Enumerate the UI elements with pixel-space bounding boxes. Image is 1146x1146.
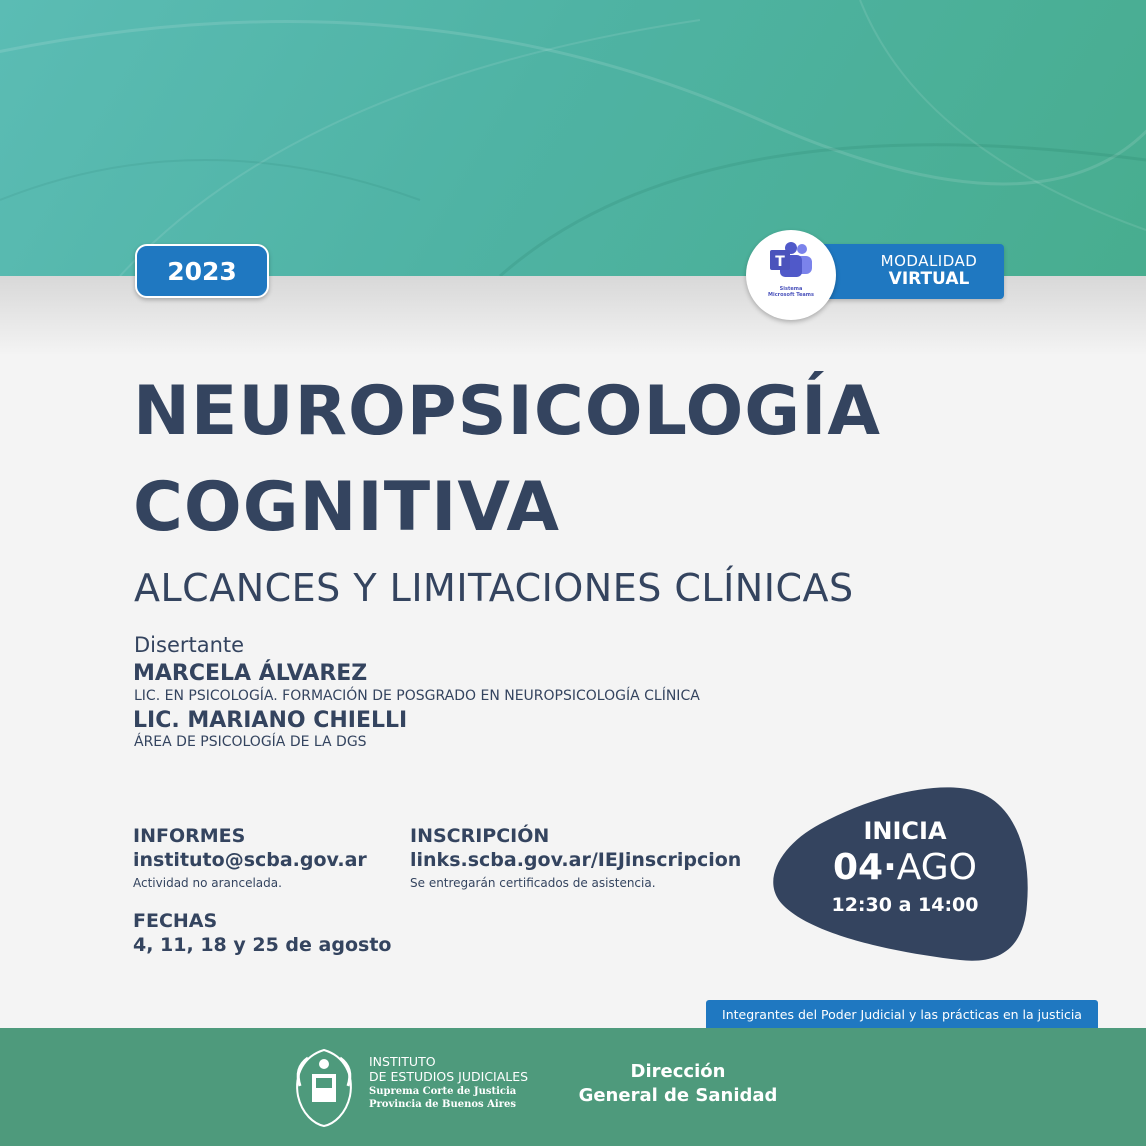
institute-line-3: Suprema Corte de Justicia (369, 1086, 517, 1097)
dates-value: 4, 11, 18 y 25 de agosto (133, 934, 392, 956)
svg-text:T: T (775, 254, 785, 270)
modality-label: MODALIDAD (880, 252, 978, 270)
speaker-role-1: LIC. EN PSICOLOGÍA. FORMACIÓN DE POSGRADO EN NEUROPSICOLOGÍA CLÍNICA (134, 688, 700, 704)
institute-seal-icon (290, 1046, 358, 1128)
institute-line-4: Provincia de Buenos Aires (369, 1099, 516, 1110)
subtitle: ALCANCES Y LIMITACIONES CLÍNICAS (134, 566, 854, 610)
registration-heading: INSCRIPCIÓN (410, 825, 550, 847)
speaker-role-2: ÁREA DE PSICOLOGÍA DE LA DGS (134, 734, 367, 750)
info-heading: INFORMES (133, 825, 246, 847)
speakers-heading: Disertante (134, 633, 245, 657)
header-band (0, 0, 1146, 276)
speaker-name-1: MARCELA ÁLVAREZ (133, 661, 368, 686)
title-line-1: NEUROPSICOLOGÍA (133, 372, 882, 451)
teams-caption-1: Sistema (779, 286, 803, 292)
teams-caption-2: Microsoft Teams (768, 292, 814, 298)
start-day: 04 (832, 847, 884, 888)
start-label: INICIA (863, 817, 947, 845)
audience-ribbon: Integrantes del Poder Judicial y las prácticas en la justicia (706, 1000, 1098, 1028)
title-line-2: COGNITIVA (133, 468, 561, 547)
info-note: Actividad no arancelada. (133, 876, 282, 890)
info-email[interactable]: instituto@scba.gov.ar (133, 849, 367, 871)
institute-line-2: DE ESTUDIOS JUDICIALES (369, 1069, 529, 1084)
institute-line-1: INSTITUTO (369, 1054, 436, 1069)
start-separator: · (883, 847, 897, 888)
start-month: AGO (896, 847, 978, 888)
decorative-curves (0, 0, 1146, 276)
year-badge: 2023 (135, 244, 269, 298)
registration-link[interactable]: links.scba.gov.ar/IEJinscripcion (410, 849, 742, 871)
start-date (812, 847, 998, 888)
registration-note: Se entregarán certificados de asistencia. (410, 876, 656, 890)
teams-logo (746, 230, 836, 320)
dates-heading: FECHAS (133, 910, 218, 932)
start-time: 12:30 a 14:00 (831, 894, 979, 916)
direction-line-1: Dirección (630, 1061, 726, 1082)
footer-band (0, 1028, 1146, 1146)
direction-line-2: General de Sanidad (578, 1085, 778, 1106)
modality-value: VIRTUAL (888, 269, 970, 289)
teams-icon (768, 242, 814, 280)
speaker-name-2: LIC. MARIANO CHIELLI (133, 708, 408, 733)
